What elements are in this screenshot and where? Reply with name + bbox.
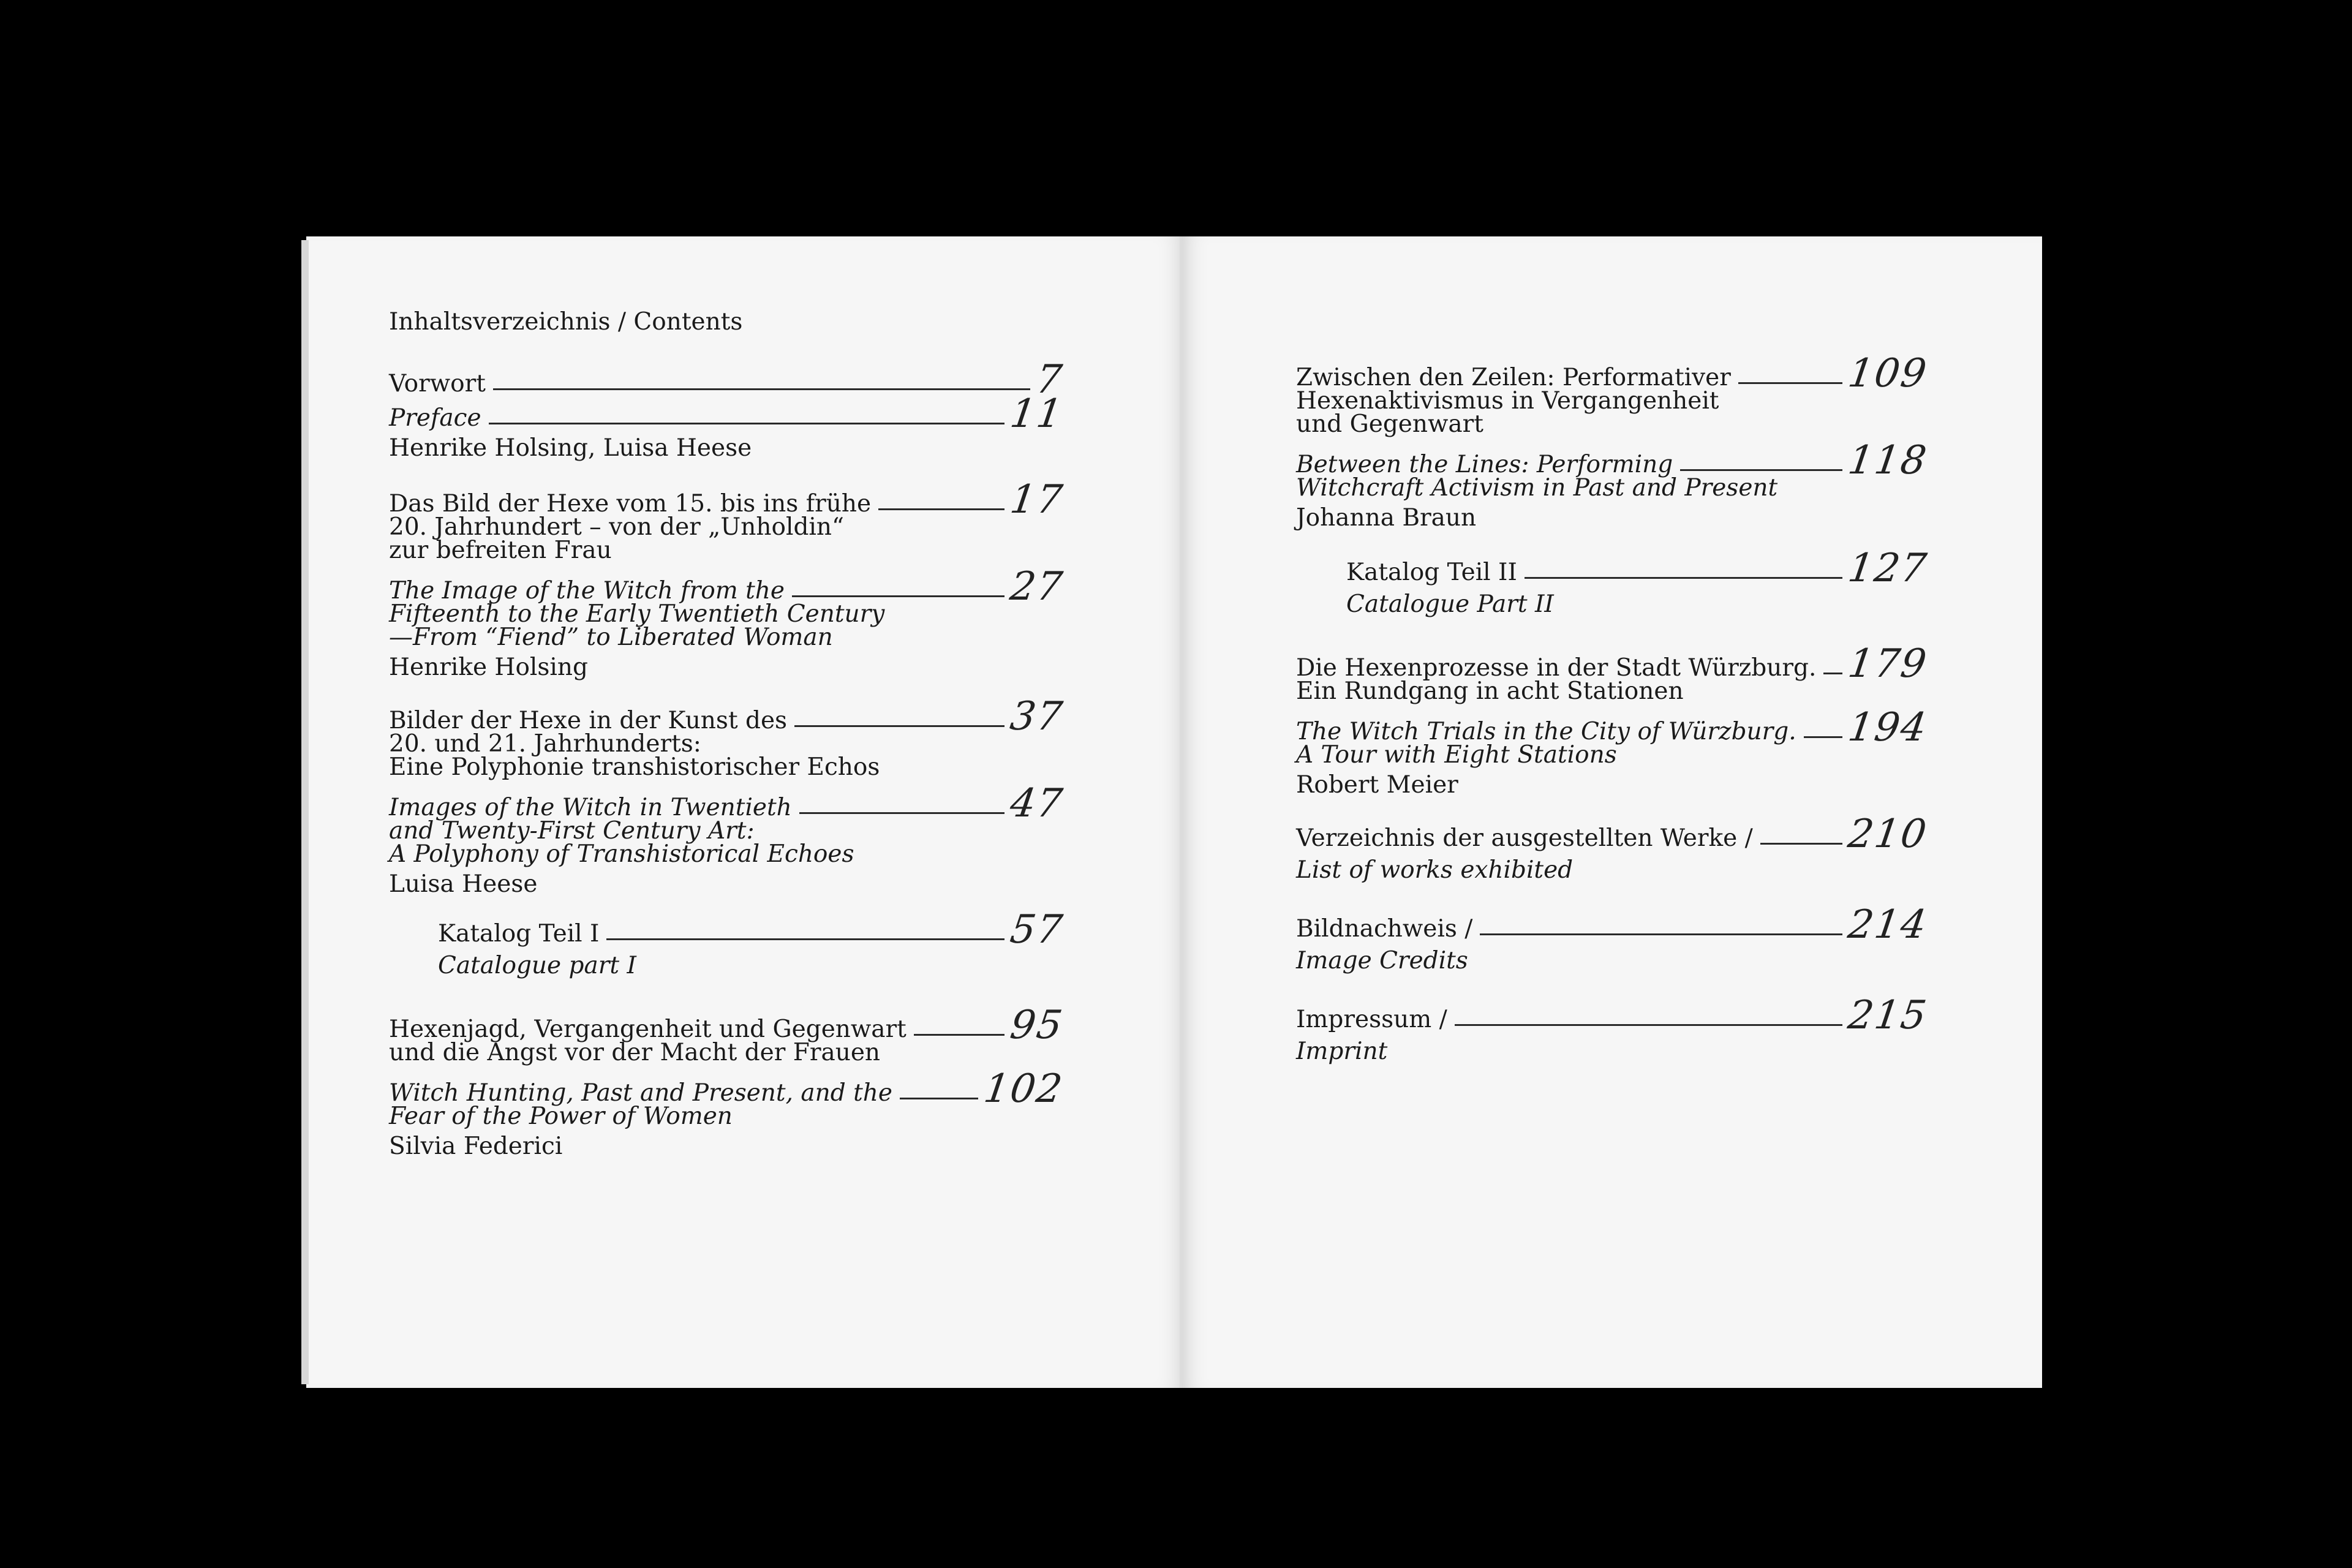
toc-entry-catalogue	[1346, 546, 1931, 618]
page-number: 214	[1845, 902, 1931, 948]
entry-en-title: Between the Lines: Performing 118 Witchcraft Activism in Past and Present	[1296, 438, 1931, 502]
toc-entry	[1296, 902, 1931, 974]
left-page	[306, 236, 1182, 1388]
toc-entry	[389, 357, 1066, 462]
leader-rule	[1760, 843, 1842, 845]
page-number: 57	[1007, 907, 1066, 952]
page-number: 118	[1845, 438, 1931, 483]
entry-en-title: The Witch Trials in the City of Würzburg. 194 A Tour with Eight Stations	[1296, 705, 1931, 769]
toc-entry	[389, 694, 1066, 898]
entry-author: Johanna Braun	[1296, 504, 1477, 532]
entry-en-title: List of works exhibited	[1296, 856, 1574, 884]
toc-entry	[1296, 641, 1931, 799]
entry-en-title: The Image of the Witch from the 27 Fifteenth to the Early Twentieth Century —From “Fiend” to Liberated Woman	[389, 564, 1066, 651]
entry-en-title: Images of the Witch in Twentieth 47 and Twenty-First Century Art: A Polyphony of Transhistorical Echoes	[389, 781, 1066, 868]
leader-rule	[1804, 736, 1842, 738]
leader-rule	[792, 595, 1005, 597]
page-number: 109	[1845, 351, 1931, 396]
leader-rule	[489, 423, 1005, 424]
entry-author: Robert Meier	[1296, 771, 1458, 799]
entry-en-title: Catalogue Part II	[1346, 590, 1554, 618]
leader-rule	[914, 1034, 1005, 1036]
entry-de-title: Katalog Teil I 57	[438, 907, 1066, 952]
toc-heading: Inhaltsverzeichnis / Contents	[389, 308, 743, 336]
leader-rule	[606, 938, 1004, 940]
entry-de-title: Vorwort 7	[389, 357, 1066, 402]
leader-rule	[1823, 673, 1842, 674]
entry-author: Henrike Holsing	[389, 654, 588, 681]
entry-en-title: Preface 11	[389, 391, 1066, 437]
toc-entry	[1296, 993, 1931, 1065]
toc-entry	[389, 1003, 1066, 1160]
leader-rule	[900, 1098, 978, 1099]
entry-de-title: Die Hexenprozesse in der Stadt Würzburg. 179 Ein Rundgang in acht Stationen	[1296, 641, 1931, 705]
toc-entry	[389, 477, 1066, 681]
page-number: 17	[1007, 477, 1066, 522]
leader-rule	[1480, 933, 1842, 935]
leader-rule	[1525, 577, 1842, 579]
page-number: 7	[1033, 357, 1066, 402]
page-number: 37	[1007, 694, 1066, 739]
leader-rule	[1680, 469, 1842, 471]
page-number: 127	[1845, 546, 1931, 591]
entry-en-title: Image Credits	[1296, 947, 1468, 974]
leader-rule	[794, 725, 1004, 727]
page-number: 27	[1007, 564, 1066, 609]
entry-de-title: Hexenjagd, Vergangenheit und Gegenwart 95 und die Angst vor der Macht der Frauen	[389, 1003, 1066, 1066]
entry-de-title: Bildnachweis / 214	[1296, 902, 1931, 948]
page-number: 210	[1845, 812, 1931, 857]
entry-en-title: Witch Hunting, Past and Present, and the 102 Fear of the Power of Women	[389, 1066, 1066, 1130]
page-number: 194	[1845, 705, 1931, 750]
page-number: 102	[981, 1066, 1066, 1112]
page-number: 179	[1845, 641, 1931, 687]
entry-de-title: Impressum / 215	[1296, 993, 1931, 1038]
entry-author: Henrike Holsing, Luisa Heese	[389, 434, 752, 462]
leader-rule	[878, 508, 1004, 510]
entry-de-title: Zwischen den Zeilen: Performativer 109 Hexenaktivismus in Vergangenheit und Gegenwart	[1296, 351, 1931, 438]
page-number: 47	[1007, 781, 1066, 826]
entry-de-title: Bilder der Hexe in der Kunst des 37 20. und 21. Jahrhunderts: Eine Polyphonie transhistorischer Echos	[389, 694, 1066, 781]
entry-author: Silvia Federici	[389, 1133, 563, 1160]
page-number: 215	[1845, 993, 1931, 1038]
right-page	[1182, 236, 2042, 1388]
leader-rule	[493, 388, 1030, 390]
entry-de-title: Verzeichnis der ausgestellten Werke / 210	[1296, 812, 1931, 857]
leader-rule	[799, 812, 1005, 814]
entry-author: Luisa Heese	[389, 870, 538, 898]
page-number: 11	[1007, 391, 1066, 437]
leader-rule	[1455, 1024, 1842, 1026]
leader-rule	[1738, 382, 1842, 384]
entry-en-title: Imprint	[1296, 1038, 1388, 1065]
entry-en-title: Catalogue part I	[438, 952, 636, 979]
page-number: 95	[1007, 1003, 1066, 1048]
entry-de-title: Katalog Teil II 127	[1346, 546, 1931, 591]
toc-entry-catalogue	[438, 907, 1066, 979]
toc-entry	[1296, 812, 1931, 884]
toc-entry	[1296, 351, 1931, 532]
entry-de-title: Das Bild der Hexe vom 15. bis ins frühe 17 20. Jahrhundert – von der „Unholdin“ zur befreiten Frau	[389, 477, 1066, 564]
